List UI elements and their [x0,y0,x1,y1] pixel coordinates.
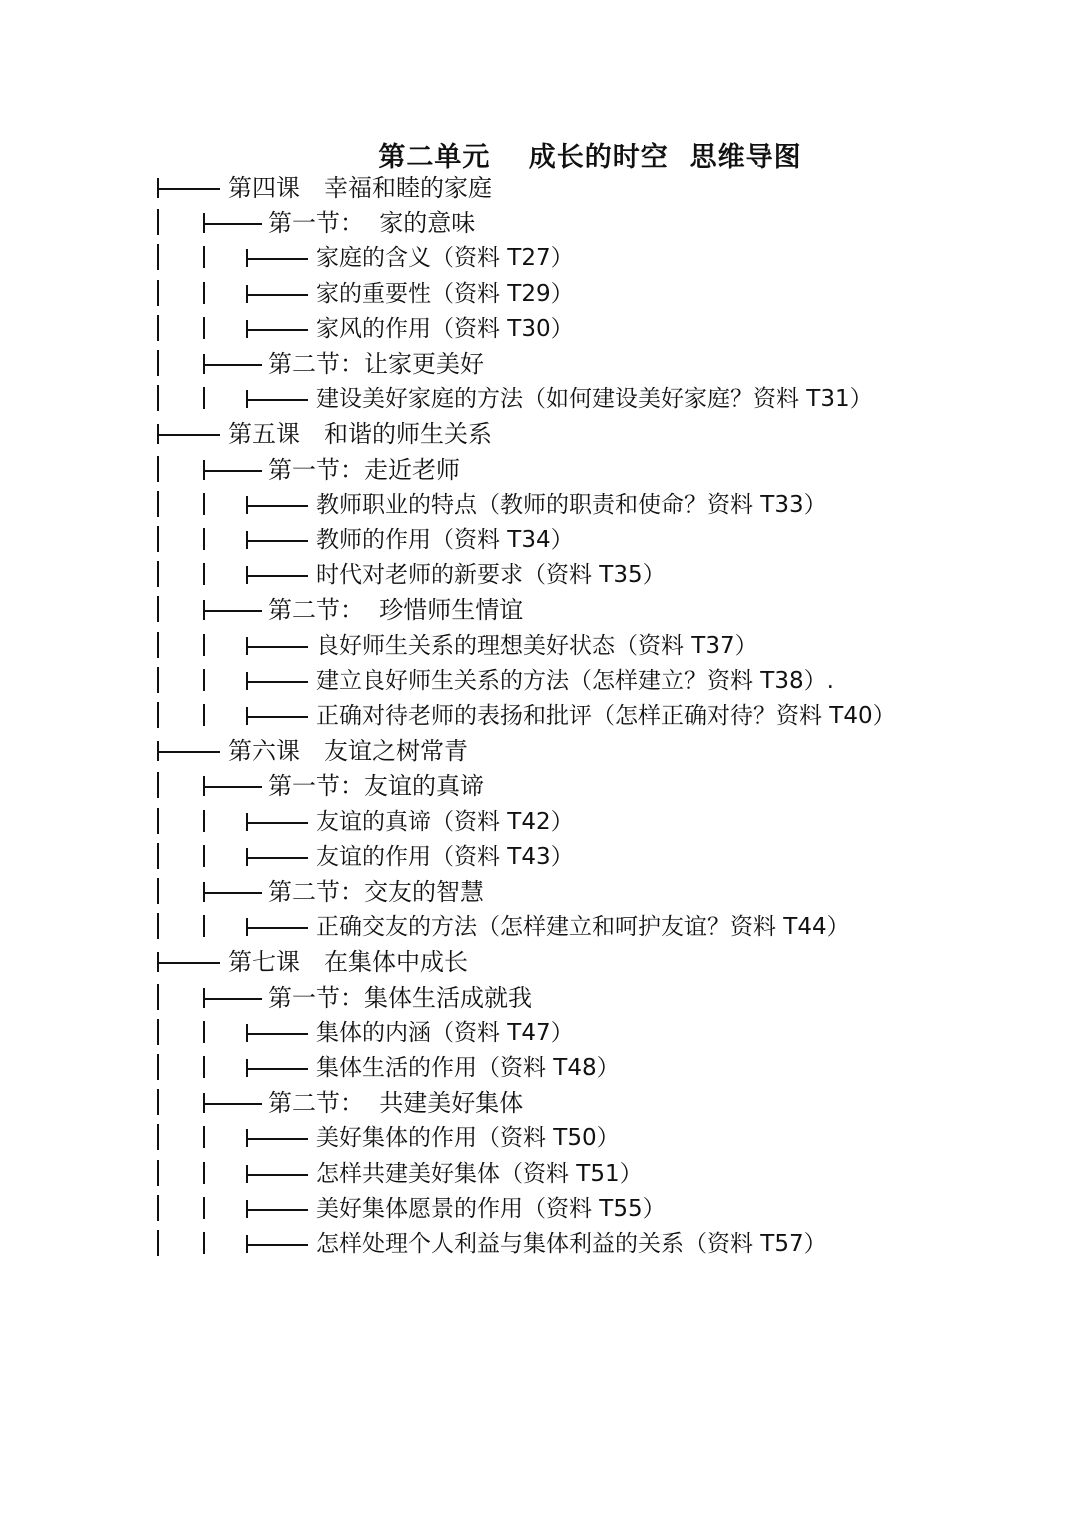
section-heading: 第二节：让家更美好 [268,350,484,378]
item-connector-branch [246,1138,308,1140]
topic-item: 美好集体的作用（资料 T50） [316,1125,620,1152]
section-heading: 第一节：走近老师 [268,455,460,484]
section-rail-segment [203,528,205,550]
section-rail-segment [203,845,205,867]
section-rail-segment [203,493,205,515]
lesson-heading: 第四课 幸福和睦的家庭 [228,174,492,202]
topic-item: 正确交友的方法（怎样建立和呵护友谊？资料 T44） [316,914,850,941]
topic-item: 正确对待老师的表扬和批评（怎样正确对待？资料 T40） [316,703,896,729]
lesson-rail-segment [157,1230,159,1256]
section-rail-segment [203,810,205,832]
lesson-rail-segment [157,244,159,270]
lesson-rail-segment [157,772,159,798]
topic-item: 建立良好师生关系的方法（怎样建立？资料 T38）. [316,667,834,694]
item-connector-branch [246,1174,308,1176]
topic-item: 建设美好家庭的方法（如何建设美好家庭？资料 T31） [316,386,873,413]
section-rail-segment [203,1162,205,1184]
item-connector-branch [246,1244,308,1246]
item-connector-branch [246,329,308,331]
section-rail-segment [203,1021,205,1043]
lesson-rail-segment [157,878,159,904]
lesson-rail-segment [157,280,159,306]
lesson-rail-segment [157,1054,159,1080]
page-title: 第二单元 成长的时空 思维导图 [378,142,802,173]
lesson-rail-segment [157,808,159,834]
section-heading: 第一节：友谊的真谛 [268,772,484,801]
lesson-rail-segment [157,702,159,728]
section-heading: 第二节：交友的智慧 [268,878,484,906]
lesson-rail-segment [157,385,159,411]
topic-item: 良好师生关系的理想美好状态（资料 T37） [316,632,758,659]
lesson-rail-segment [157,843,159,869]
item-connector-branch [246,540,308,542]
item-connector-branch [246,258,308,260]
section-heading: 第二节： 珍惜师生情谊 [268,596,524,625]
section-heading: 第一节：集体生活成就我 [268,983,532,1012]
lesson-rail-segment [157,456,159,482]
section-rail-segment [203,669,205,691]
topic-item: 集体生活的作用（资料 T48） [316,1055,620,1081]
item-connector-branch [246,575,308,577]
lesson-connector-branch [157,962,220,964]
lesson-rail-segment [157,1160,159,1186]
topic-item: 友谊的作用（资料 T43） [316,843,574,870]
lesson-rail-segment [157,1089,159,1115]
lesson-rail-segment [157,526,159,552]
lesson-connector-branch [157,434,220,436]
topic-item: 教师的作用（资料 T34） [316,527,574,553]
section-rail-segment [203,1126,205,1148]
topic-item: 怎样处理个人利益与集体利益的关系（资料 T57） [316,1231,827,1257]
lesson-rail-segment [157,1124,159,1150]
section-connector-branch [203,610,262,612]
section-connector-branch [203,364,262,366]
section-connector-branch [203,892,262,894]
section-heading: 第二节： 共建美好集体 [268,1089,524,1118]
section-rail-segment [203,387,205,409]
item-connector-branch [246,822,308,824]
topic-item: 家的重要性（资料 T29） [316,280,574,307]
section-rail-segment [203,282,205,304]
topic-item: 集体的内涵（资料 T47） [316,1019,574,1046]
item-connector-branch [246,716,308,718]
section-connector-branch [203,786,262,788]
section-rail-segment [203,634,205,656]
lesson-rail-segment [157,632,159,658]
section-connector-branch [203,1103,262,1105]
section-rail-segment [203,246,205,268]
lesson-rail-segment [157,984,159,1010]
topic-item: 教师职业的特点（教师的职责和使命？资料 T33） [316,491,827,518]
section-rail-segment [203,317,205,339]
topic-item: 家风的作用（资料 T30） [316,315,574,342]
item-connector-branch [246,1068,308,1070]
item-connector-branch [246,927,308,929]
item-connector-branch [246,294,308,296]
topic-item: 怎样共建美好集体（资料 T51） [316,1160,643,1187]
section-heading: 第一节： 家的意味 [268,209,476,238]
lesson-heading: 第六课 友谊之树常青 [228,737,468,766]
item-connector-branch [246,646,308,648]
topic-item: 友谊的真谛（资料 T42） [316,808,574,835]
section-rail-segment [203,704,205,726]
section-rail-segment [203,1232,205,1254]
lesson-rail-segment [157,209,159,235]
lesson-connector-branch [157,751,220,753]
lesson-rail-segment [157,315,159,341]
item-connector-branch [246,1209,308,1211]
lesson-rail-segment [157,1195,159,1221]
lesson-rail-segment [157,561,159,587]
lesson-connector-branch [157,188,220,190]
item-connector-branch [246,1033,308,1035]
section-connector-branch [203,223,262,225]
lesson-rail-segment [157,350,159,376]
item-connector-branch [246,681,308,683]
topic-item: 时代对老师的新要求（资料 T35） [316,562,666,589]
lesson-heading: 第五课 和谐的师生关系 [228,420,492,449]
section-connector-branch [203,998,262,1000]
lesson-rail-segment [157,491,159,517]
item-connector-branch [246,505,308,507]
item-connector-branch [246,399,308,401]
item-connector-branch [246,857,308,859]
lesson-rail-segment [157,596,159,622]
lesson-rail-segment [157,667,159,693]
lesson-heading: 第七课 在集体中成长 [228,948,468,977]
section-rail-segment [203,915,205,937]
section-rail-segment [203,1056,205,1078]
lesson-rail-segment [157,1019,159,1045]
section-rail-segment [203,1197,205,1219]
topic-item: 美好集体愿景的作用（资料 T55） [316,1195,666,1222]
section-rail-segment [203,563,205,585]
section-connector-branch [203,470,262,472]
topic-item: 家庭的含义（资料 T27） [316,245,574,272]
lesson-rail-segment [157,913,159,939]
